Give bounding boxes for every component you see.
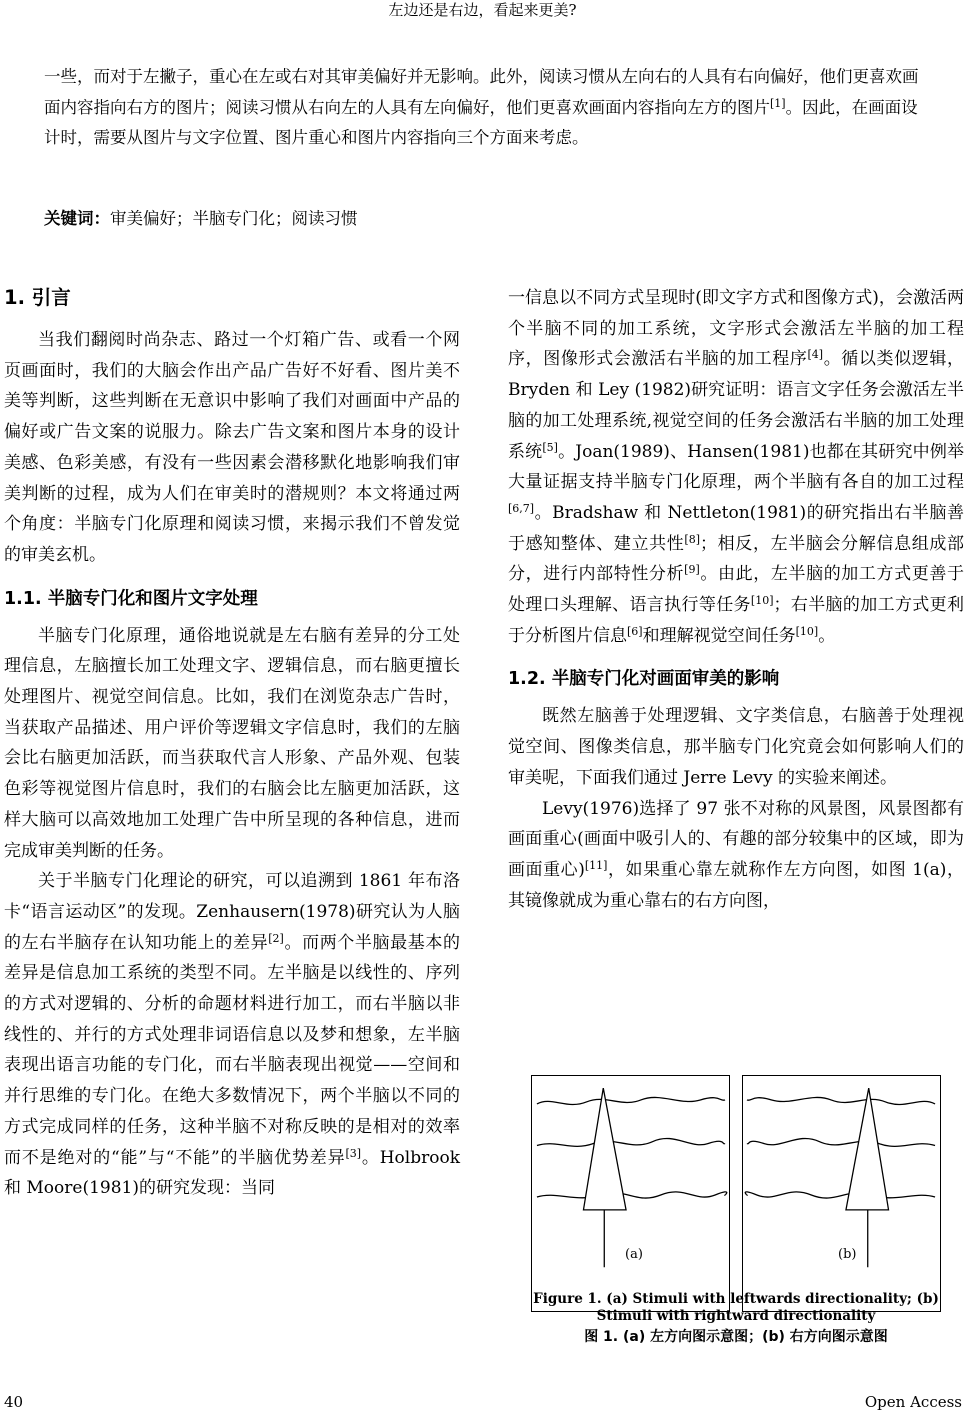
section-heading-1-2: 1.2. 半脑专门化对画面审美的影响 <box>508 669 780 690</box>
paragraph-text: ；右半脑的加工方式更利于分析图片信息 <box>508 595 965 646</box>
tree-triangle <box>583 1088 626 1210</box>
wave-line <box>745 1192 935 1198</box>
citation: [9] <box>684 563 700 577</box>
right-column <box>508 283 964 916</box>
keywords-value: 审美偏好；半脑专门化；阅读习惯 <box>110 209 358 228</box>
paragraph-text: 。Holbrook 和 Moore(1981)的研究发现：当同 <box>4 1147 461 1199</box>
wave-line <box>537 1097 725 1104</box>
figure-panel-a <box>531 1075 730 1312</box>
section-1-1-paragraph-2 <box>4 866 460 1204</box>
section-heading-introduction: 1. 引言 <box>4 286 71 309</box>
paragraph-text: 。而两个半脑最基本的差异是信息加工系统的类型不同。左半脑是以线性的、序列的方式对逻辑的、分析的命题材料进行加工，而右半脑以非线性的、并行的方式处理非词语信息以及梦和想象，左半脑表现出语言功能的专门化，而右半脑表现出视觉——空间和并行思维的专门化。在绝大多数情况下，两个半脑以不同的方式完成同样的任务，这种半脑不对称反映的是相对的效率而不是绝对的“能”与“不能”的半脑优势差异 <box>4 932 461 1168</box>
journal-footer: Open Access <box>864 1393 962 1411</box>
citation: [4] <box>807 348 824 362</box>
figure-panel-b <box>742 1075 941 1312</box>
wave-line <box>747 1138 935 1146</box>
leftward-landscape-drawing <box>532 1076 729 1311</box>
section-1-2-paragraph-1: 既然左脑善于处理逻辑、文字类信息，右脑善于处理视觉空间、图像类信息，那半脑专门化究竟会如何影响人们的审美呢，下面我们通过 Jerre Levy 的实验来阐述。 <box>508 706 964 788</box>
citation: [2] <box>268 931 284 945</box>
section-1-1-paragraph-2-continued <box>508 283 964 651</box>
intro-paragraph: 当我们翻阅时尚杂志、路过一个灯箱广告、或看一个网页画面时，我们的大脑会作出产品广告好不好看、图片美不美等判断，这些判断在无意识中影响了我们对画面中产品的偏好或广告文案的说服力。除去广告文案和图片本身的设计美感、色彩美感，有没有一些因素会潜移默化地影响我们审美判断的过程，成为人们在审美时的潜规则？本文将通过两个角度：半脑专门化原理和阅读习惯，来揭示我们不曾发觉的审美玄机。 <box>4 330 460 565</box>
figure-caption-english: Figure 1. (a) Stimuli with leftwards directionality; (b) Stimuli with rightward directionality <box>533 1291 939 1324</box>
figure-label-a: (a) <box>625 1247 643 1262</box>
page-number: 40 <box>4 1393 24 1411</box>
paragraph-text: 关于半脑专门化理论的研究，可以追溯到 1861 年布洛卡“语言运动区”的发现。Zenhausern(1978)研究认为人脑的左右半脑存在认知功能上的差异 <box>4 871 460 953</box>
section-1-2-paragraph-2 <box>508 794 964 917</box>
citation: [6,7] <box>508 501 535 515</box>
citation: [3] <box>345 1146 362 1160</box>
wave-line <box>537 1138 725 1146</box>
citation: [1] <box>770 96 786 110</box>
figure-caption-chinese: 图 1. (a) 左方向图示意图；(b) 右方向图示意图 <box>584 1329 888 1345</box>
paragraph-text: Levy(1976)选择了 97 张不对称的风景图，风景图都有画面重心(画面中吸引人的、有趣的部分较集中的区域，即为画面重心) <box>508 798 964 880</box>
paragraph-text: 。Bradshaw 和 Nettleton(1981)的研究指出右半脑善于感知整体、建立共性 <box>508 502 964 554</box>
wave-line <box>537 1192 727 1198</box>
citation: [11] <box>584 858 608 872</box>
keywords <box>44 208 924 230</box>
paragraph-text: 和理解视觉空间任务 <box>642 625 796 646</box>
paragraph-text: 。循以类似逻辑，Bryden 和 Ley (1982)研究证明：语言文字任务会激活左半脑的加工处理系统,视觉空间的任务会激活右半脑的加工处理系统 <box>508 349 965 462</box>
section-1-1-paragraph-1: 半脑专门化原理，通俗地说就是左右脑有差异的分工处理信息，左脑擅长加工处理文字、逻辑信息，而右脑更擅长处理图片、视觉空间信息。比如，我们在浏览杂志广告时，当获取产品描述、用户评价等逻辑文字信息时，我们的左脑会比右脑更加活跃，而当获取代言人形象、产品外观、包装色彩等视觉图片信息时，我们的右脑会比左脑更加活跃，这样大脑可以高效地加工处理广告中所呈现的各种信息，进而完成审美判断的任务。 <box>4 625 460 861</box>
section-heading-1-1: 1.1. 半脑专门化和图片文字处理 <box>4 588 258 609</box>
running-header: 左边还是右边，看起来更美? <box>388 1 577 19</box>
paragraph-text: 。Joan(1989)、Hansen(1981)也都在其研究中例举大量证据支持半脑专门化原理，两个半脑有各自的加工过程 <box>508 441 964 493</box>
citation: [10] <box>795 624 819 638</box>
citation: [5] <box>542 440 558 454</box>
left-column <box>4 283 460 1204</box>
paragraph-text: ；相反，左半脑会分解信息组成部分，进行内部特性分析 <box>508 533 965 585</box>
citation: [10] <box>750 594 774 608</box>
rightward-landscape-drawing <box>743 1076 940 1311</box>
abstract-text: 一些，而对于左撇子，重心在左或右对其审美偏好并无影响。此外，阅读习惯从左向右的人具有右向偏好，他们更喜欢画面内容指向右方的图片；阅读习惯从右向左的人具有左向偏好，他们更喜欢画面内容指向左方的图片 <box>44 67 919 117</box>
tree-triangle <box>846 1088 889 1210</box>
keywords-label: 关键词： <box>44 209 110 228</box>
citation: [8] <box>684 532 701 546</box>
paragraph-text: 一信息以不同方式呈现时(即文字方式和图像方式)，会激活两个半脑不同的加工系统，文字形式会激活左半脑的加工程序，图像形式会激活右半脑的加工程序 <box>508 288 964 370</box>
citation: [6] <box>627 624 643 638</box>
paragraph-text: 。 <box>818 625 836 646</box>
paragraph-text: ，如果重心靠左就称作左方向图，如图 1(a)，其镜像就成为重心靠右的右方向图， <box>508 859 964 911</box>
abstract-continuation <box>44 62 924 154</box>
wave-line <box>747 1097 935 1104</box>
paragraph-text: 。由此，左半脑的加工方式更善于处理口头理解、语言执行等任务 <box>508 564 965 616</box>
abstract-text-end: 。因此，在画面设计时，需要从图片与文字位置、图片重心和图片内容指向三个方面来考虑。 <box>44 97 918 147</box>
figure-label-b: (b) <box>838 1247 857 1262</box>
